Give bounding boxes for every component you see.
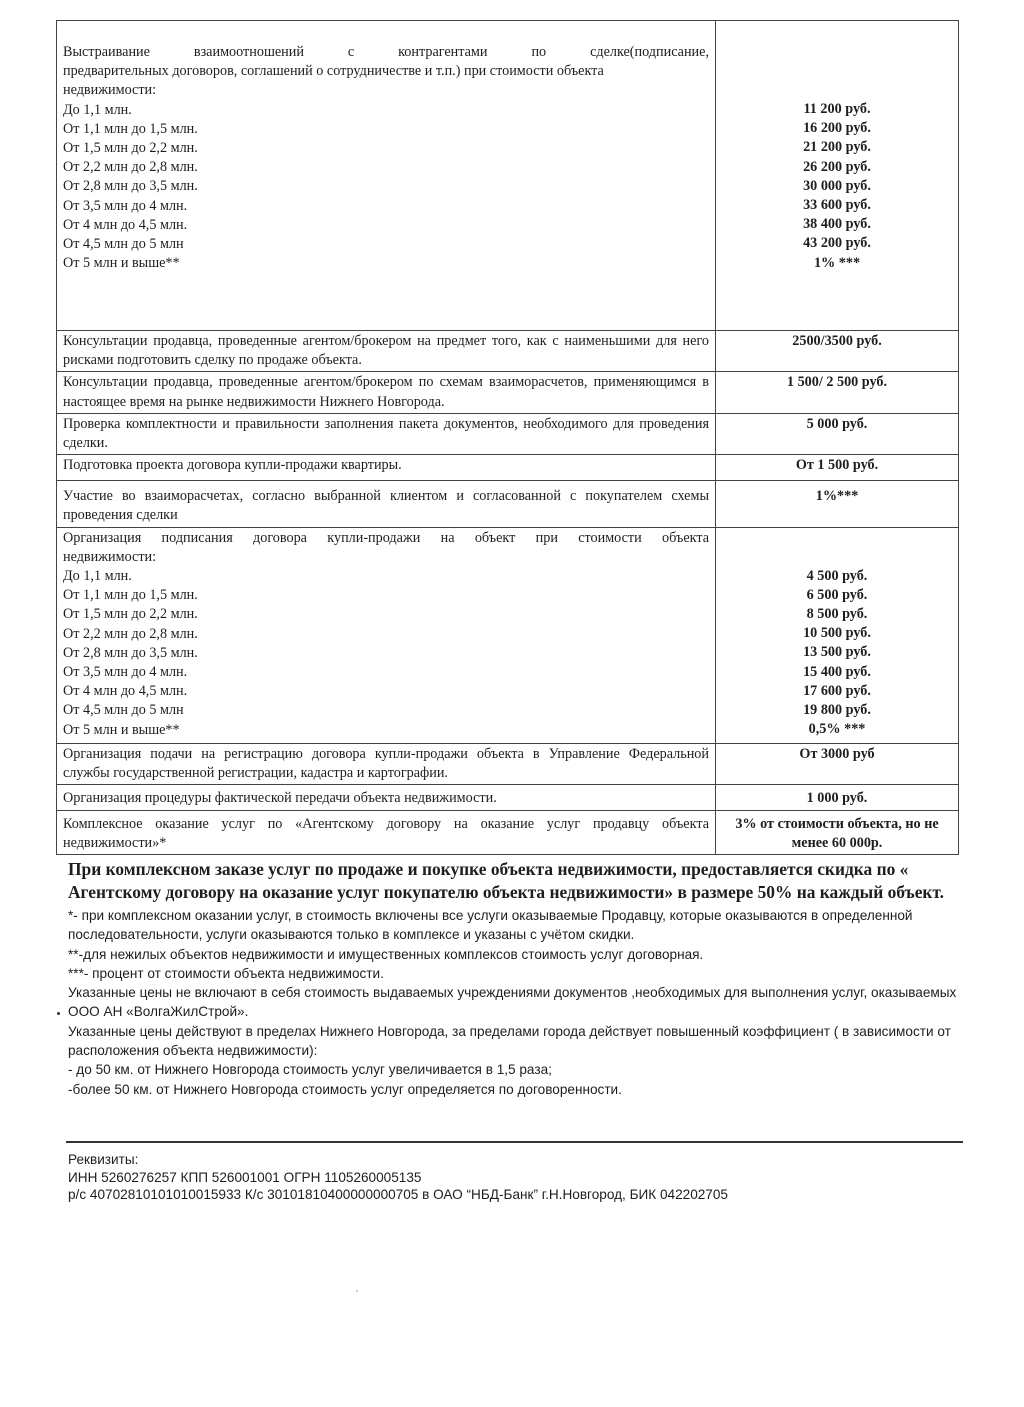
- notes-section: [68, 858, 958, 1099]
- service-line: предварительных договоров, соглашений о сотрудничестве и т.п.) при стоимости объекта: [63, 63, 604, 80]
- price-value: 13 500 руб.: [803, 644, 871, 661]
- service-line: От 4 млн до 4,5 млн.: [63, 216, 188, 233]
- service-line: От 1,5 млн до 2,2 млн.: [63, 140, 198, 157]
- service-cell: Консультации продавца, проведенные агентом/брокером по схемам взаиморасчетов, применяющимся в настоящее время на рынке недвижимости Нижнего Новгорода.: [57, 372, 716, 413]
- table-row: [57, 481, 959, 527]
- service-line: До 1,1 млн.: [63, 101, 132, 118]
- table-row: [57, 743, 959, 784]
- price-value: 17 600 руб.: [803, 682, 871, 699]
- price-cell: 1 000 руб.: [716, 785, 959, 811]
- service-line: Организация подписания договора купли-продажи на объект при стоимости объекта: [63, 529, 709, 546]
- price-cell: [716, 21, 959, 331]
- service-cell: Проверка комплектности и правильности заполнения пакета документов, необходимого для проведения сделки.: [57, 413, 716, 454]
- requisites-line: р/с 40702810101010015933 К/с 30101810400000000705 в ОАО “НБД-Банк” г.Н.Новгород, БИК 042202705: [68, 1187, 728, 1202]
- price-value: 33 600 руб.: [803, 197, 871, 214]
- table-row: [57, 21, 959, 331]
- service-line: От 4,5 млн до 5 млн: [63, 702, 184, 719]
- footnote: *- при комплексном оказании услуг, в стоимость включены все услуги оказываемые Продавцу, которые оказываются в определенной последовательности, услуги оказываются только в комплексе и указаны с учётом скидки.: [68, 908, 913, 943]
- service-line: От 3,5 млн до 4 млн.: [63, 197, 188, 214]
- price-cell: От 3000 руб: [716, 743, 959, 784]
- service-line: От 2,8 млн до 3,5 млн.: [63, 178, 198, 195]
- price-value: 8 500 руб.: [806, 606, 868, 623]
- price-cell: 1%***: [716, 481, 959, 527]
- price-value: 16 200 руб.: [803, 120, 871, 137]
- table-row: [57, 372, 959, 413]
- price-table: [56, 20, 959, 855]
- price-cell: От 1 500 руб.: [716, 455, 959, 481]
- service-cell: Организация процедуры фактической передачи объекта недвижимости.: [57, 785, 716, 811]
- footnote: -более 50 км. от Нижнего Новгорода стоимость услуг определяется по договоренности.: [68, 1081, 622, 1097]
- table-row: [57, 527, 959, 743]
- price-value: 11 200 руб.: [803, 101, 871, 117]
- price-cell: 3% от стоимости объекта, но не менее 60 000р.: [716, 811, 959, 855]
- price-value: 38 400 руб.: [803, 216, 871, 233]
- footnote: **-для нежилых объектов недвижимости и имущественных комплексов стоимость услуг договорная.: [68, 946, 704, 962]
- service-cell: [57, 21, 716, 331]
- price-cell: 5 000 руб.: [716, 413, 959, 454]
- service-cell: Организация подачи на регистрацию договора купли-продажи объекта в Управление Федеральной службы государственной регистрации, кадастра и картографии.: [57, 743, 716, 784]
- service-cell: Участие во взаиморасчетах, согласно выбранной клиентом и согласованной с покупателем схемы проведения сделки: [57, 481, 716, 527]
- footnote: ***- процент от стоимости объекта недвижимости.: [68, 965, 384, 981]
- service-cell: Консультации продавца, проведенные агентом/брокером на предмет того, как с наименьшими для него рисками подготовить сделку по продаже объекта.: [57, 331, 716, 372]
- scan-speck: [356, 1290, 358, 1292]
- service-line: От 1,1 млн до 1,5 млн.: [63, 120, 198, 137]
- service-line: От 1,1 млн до 1,5 млн.: [63, 587, 198, 604]
- service-cell: Комплексное оказание услуг по «Агентскому договору на оказание услуг продавцу объекта недвижимости»*: [57, 811, 716, 855]
- service-line: От 5 млн и выше**: [63, 255, 180, 272]
- price-value: 10 500 руб.: [803, 625, 871, 642]
- price-value: 19 800 руб.: [803, 702, 871, 719]
- table-row: [57, 811, 959, 855]
- price-value: 6 500 руб.: [806, 586, 868, 603]
- requisites: [68, 1151, 958, 1204]
- price-value: 21 200 руб.: [803, 139, 871, 156]
- price-value: 0,5% ***: [808, 721, 866, 738]
- service-line: От 4,5 млн до 5 млн: [63, 236, 184, 253]
- price-cell: 2500/3500 руб.: [716, 331, 959, 372]
- service-line: От 1,5 млн до 2,2 млн.: [63, 606, 198, 623]
- service-line: От 2,2 млн до 2,8 млн.: [63, 159, 198, 176]
- service-line: От 2,2 млн до 2,8 млн.: [63, 625, 198, 642]
- service-line: До 1,1 млн.: [63, 568, 132, 585]
- price-value: 43 200 руб.: [803, 235, 871, 252]
- service-line: От 5 млн и выше**: [63, 721, 180, 738]
- discount-headline: При комплексном заказе услуг по продаже и покупке объекта недвижимости, предоставляется скидка по « Агентскому договору на оказание услуг покупателю объекта недвижимости» в размере 50% на каждый объект.: [68, 859, 945, 902]
- service-line: От 3,5 млн до 4 млн.: [63, 664, 188, 681]
- price-value: 15 400 руб.: [803, 663, 871, 680]
- service-line: недвижимости:: [63, 548, 157, 565]
- price-cell: 1 500/ 2 500 руб.: [716, 372, 959, 413]
- table-row: [57, 785, 959, 811]
- price-value: 26 200 руб.: [803, 158, 871, 175]
- requisites-title: Реквизиты:: [68, 1152, 139, 1167]
- table-row: [57, 455, 959, 481]
- footnote: Указанные цены не включают в себя стоимость выдаваемых учреждениями документов ,необходимых для выполнения услуг, оказываемых ООО АН «ВолгаЖилСтрой».: [68, 985, 957, 1020]
- service-line: Выстраивание взаимоотношений с контрагентами по сделке(подписание,: [63, 44, 709, 60]
- footnote: Указанные цены действуют в пределах Нижнего Новгорода, за пределами города действует повышенный коэффициент ( в зависимости от расположения объекта недвижимости):: [68, 1023, 951, 1059]
- requisites-line: ИНН 5260276257 КПП 526001001 ОГРН 1105260005135: [68, 1169, 422, 1185]
- price-value: 30 000 руб.: [803, 177, 871, 194]
- table-row: [57, 413, 959, 454]
- price-cell: [716, 527, 959, 743]
- service-line: недвижимости:: [63, 82, 157, 99]
- price-value: 1% ***: [813, 254, 861, 271]
- service-cell: Подготовка проекта договора купли-продажи квартиры.: [57, 455, 716, 481]
- footnote: - до 50 км. от Нижнего Новгорода стоимость услуг увеличивается в 1,5 раза;: [68, 1062, 552, 1078]
- footnotes: [68, 906, 958, 1099]
- service-cell: [57, 527, 716, 743]
- scan-dot: [57, 1012, 60, 1015]
- divider: [66, 1141, 963, 1143]
- price-value: 4 500 руб.: [806, 567, 868, 584]
- service-line: От 4 млн до 4,5 млн.: [63, 683, 188, 700]
- table-row: [57, 331, 959, 372]
- service-line: От 2,8 млн до 3,5 млн.: [63, 644, 198, 661]
